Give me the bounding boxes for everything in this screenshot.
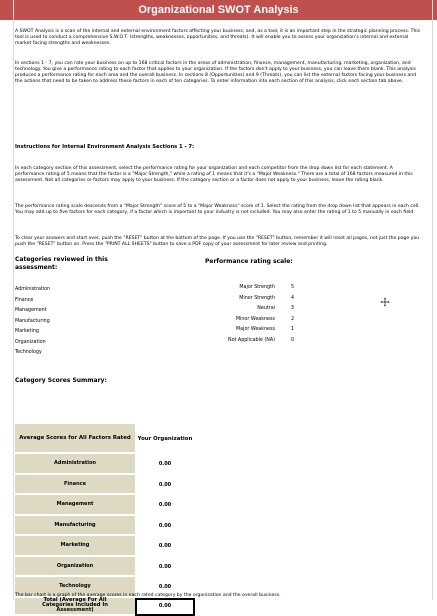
category-item: Management <box>15 308 47 313</box>
table-row <box>15 454 201 475</box>
category-score: 0.00 <box>135 516 195 537</box>
table-total-row <box>15 598 201 616</box>
table-header-row <box>15 424 201 454</box>
total-label: Total (Average For All Categories Included In Assessment) <box>15 598 135 616</box>
summary-heading: Category Scores Summary: <box>15 377 107 384</box>
page-title: Organizational SWOT Analysis <box>138 4 299 16</box>
rating-value: 1 <box>290 327 295 332</box>
category-name: Technology <box>15 577 135 598</box>
category-name: Administration <box>15 454 135 475</box>
categories-heading: Categories reviewed in this assessment: <box>15 256 108 272</box>
table-row <box>15 516 201 537</box>
category-score: 0.00 <box>135 577 195 598</box>
instructions-paragraph-1: In each category section of this assessment, select the performance rating for your organization and each competitor from the drop down list for each statement. A performance rating of 5 means that the factor is a "Major Strength," while a rating of 1 means that it's a "Major Weakness." There are a total of 168 factors measured in this assessment. Not all categories or factors may apply to your business. If the category section or a factor does not apply to your business, leave the rating blank. <box>15 166 413 183</box>
category-name: Manufacturing <box>15 516 135 537</box>
category-score: 0.00 <box>135 475 195 496</box>
category-item: Finance <box>15 297 34 303</box>
rating-value: 5 <box>290 285 295 290</box>
rating-scale-heading: Performance rating scale: <box>205 258 293 265</box>
intro-paragraph-2: In sections 1 - 7, you can rate your business on up to 168 critical factors in the areas of administration, finance, management, manufacturing, marketing, organization, and technology. You give a performance rating to each factor that applies to your organization. If the factors don't apply to your business, you can leave them blank. This analysis produces a performance rating for each area and the overall business. In sections 8 (Opportunities) and 9 (Threats), you can list the external factors facing your business and the actions that need to be taken to address these factors in each of ten categories. To enter information into each section of this analysis, click each section tab above. <box>15 61 417 84</box>
rating-row <box>180 306 310 317</box>
rating-row <box>180 317 310 328</box>
category-scores-table <box>15 424 201 616</box>
crosshair-cursor-icon <box>380 297 390 307</box>
intro-paragraph-1: A SWOT Analysis is a scan of the internal and external environment factors affecting your business; and, as a tool, it is an important step in the strategic planning process. This tool is used to conduct a comprehensive S.W.O.T. (strengths, weaknesses, opportunities, and threats). It will enable you to assess your organization's internal and external market facing strengths and weaknesses. <box>15 29 421 46</box>
rating-value: 4 <box>290 295 295 301</box>
rating-row <box>180 296 310 307</box>
table-row <box>15 495 201 516</box>
instructions-paragraph-2: The performance rating scale descends from a "Major Strength" score of 5 to a "Major Weakness" score of 1. Select the rating from the drop down list that appears in each cell. You may add up to five factors for each category, if a factor which is important to your industry is not included. You may also enter the rating of 1 to 5 manually in each field. <box>15 204 420 215</box>
category-score: 0.00 <box>135 495 195 516</box>
category-score: 0.00 <box>135 536 195 557</box>
category-item: Organization <box>15 339 46 345</box>
category-name: Finance <box>15 475 135 496</box>
rating-label: Major Strength <box>239 285 275 290</box>
category-item: Technology <box>15 350 42 355</box>
rating-label: Minor Weakness <box>235 316 275 322</box>
rating-scale-list <box>180 285 310 348</box>
rating-label: Neutral <box>257 306 275 311</box>
instructions-heading: Instructions for Internal Environment Analysis Sections 1 - 7: <box>15 144 195 150</box>
rating-row <box>180 338 310 349</box>
category-item: Manufacturing <box>15 318 50 324</box>
rating-label: Minor Strength <box>239 295 275 301</box>
rating-value: 0 <box>290 337 295 343</box>
category-name: Organization <box>15 557 135 578</box>
rating-label: Not Applicable (NA) <box>227 337 275 343</box>
table-row <box>15 557 201 578</box>
table-row <box>15 475 201 496</box>
total-score-cell[interactable]: 0.00 <box>135 598 195 616</box>
category-item: Administration <box>15 287 51 292</box>
header-your-organization: Your Organization <box>135 424 195 454</box>
category-name: Management <box>15 495 135 516</box>
rating-label: Major Weakness <box>236 327 275 332</box>
category-item: Marketing <box>15 329 39 334</box>
table-row <box>15 536 201 557</box>
rating-value: 3 <box>290 306 295 311</box>
footer-note: The bar chart is a graph of the average scores in each rated category by the organization and the overall business. <box>15 593 281 598</box>
category-score: 0.00 <box>135 454 195 475</box>
rating-row <box>180 327 310 338</box>
categories-list <box>15 287 50 361</box>
rating-value: 2 <box>290 316 295 322</box>
category-score: 0.00 <box>135 557 195 578</box>
rating-row <box>180 285 310 296</box>
header-factors-rated: Average Scores for All Factors Rated <box>15 424 135 454</box>
category-name: Marketing <box>15 536 135 557</box>
instructions-paragraph-3: To clear your answers and start over, push the "RESET" button at the bottom of the page. If you use the "RESET" button, remember it will reset all pages, not just the page you push the "RESET" button on. Press the "PRINT ALL SHEETS" button to save a PDF copy of your assessment for later review and printing. <box>15 236 420 247</box>
